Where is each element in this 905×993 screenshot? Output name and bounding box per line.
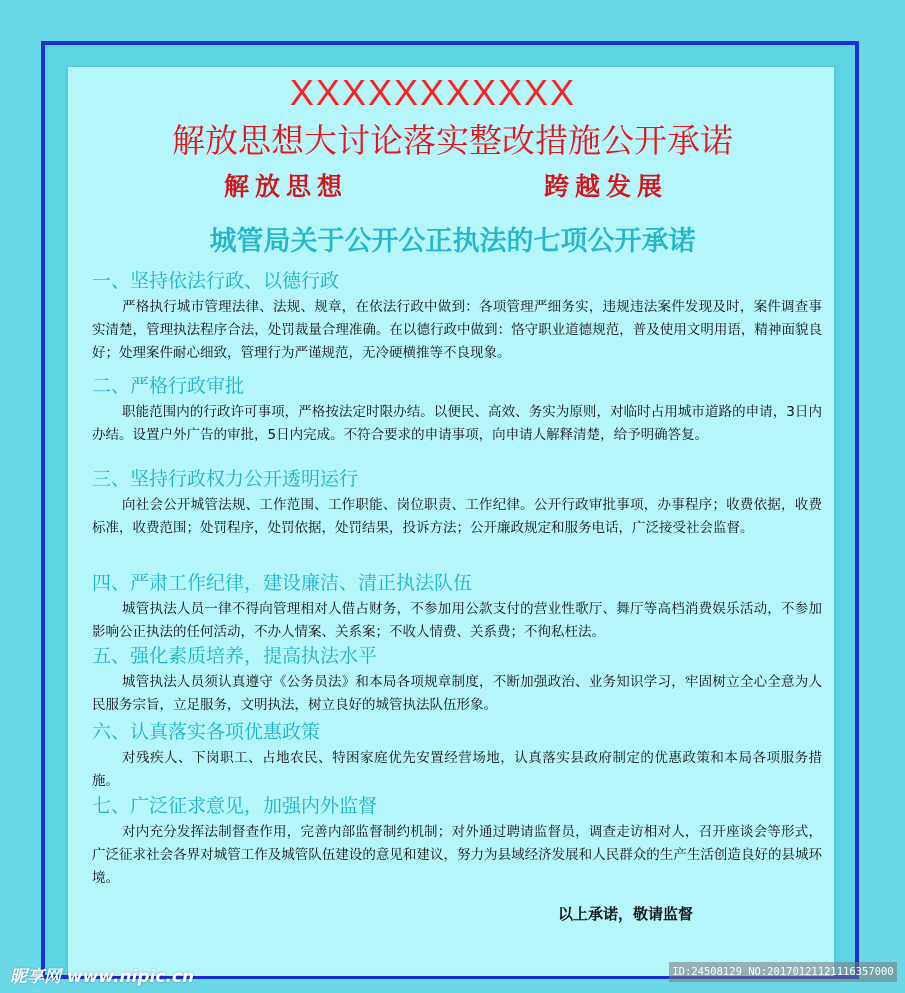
section-2 [92, 373, 822, 447]
section-body: 向社会公开城管法规、工作范围、工作职能、岗位职责、工作纪律。公开行政审批事项，办事程序；收费依据，收费标准，收费范围；处罚程序，处罚依据，处罚结果，投诉方法；公开廉政规定和服务电话，广泛接受社会监督。 [92, 497, 822, 536]
section-heading: 二、严格行政审批 [92, 375, 245, 397]
closing-statement: 以上承诺，敬请监督 [558, 905, 694, 923]
section-body: 严格执行城市管理法律、法规、规章，在依法行政中做到：各项管理严细务实，违规违法案件发现及时，案件调查事实清楚，管理执法程序合法，处罚裁量合理准确。在以德行政中做到：恪守职业道德规范，普及使用文明用语，精神面貌良好；处理案件耐心细致，管理行为严谨规范，无冷硬横推等不良现象。 [92, 299, 822, 361]
section-5 [92, 643, 822, 717]
organization-name: XXXXXXXXXXX [289, 72, 577, 113]
section-body: 职能范围内的行政许可事项，严格按法定时限办结。以便民、高效、务实为原则，对临时占用城市道路的申请，3日内办结。设置户外广告的审批，5日内完成。不符合要求的申请事项，向申请人解释清楚，给予明确答复。 [92, 404, 822, 443]
section-1 [92, 268, 822, 365]
section-heading: 三、坚持行政权力公开透明运行 [92, 468, 359, 490]
section-heading: 七、广泛征求意见，加强内外监督 [92, 795, 378, 817]
subtitle: 城管局关于公开公正执法的七项公开承诺 [209, 226, 696, 257]
section-heading: 四、严肃工作纪律，建设廉洁、清正执法队伍 [92, 572, 473, 594]
section-heading: 六、认真落实各项优惠政策 [92, 721, 321, 743]
section-body: 对残疾人、下岗职工、占地农民、特困家庭优先安置经营场地，认真落实县政府制定的优惠政策和本局各项服务措施。 [92, 750, 822, 789]
site-watermark: 昵享网 www.nipic.cn [10, 967, 195, 987]
slogan-right: 跨越发展 [544, 172, 669, 201]
page-title: 解放思想大讨论落实整改措施公开承诺 [172, 121, 733, 160]
section-body: 对内充分发挥法制督查作用，完善内部监督制约机制；对外通过聘请监督员，调查走访相对人，召开座谈会等形式，广泛征求社会各界对城管工作及城管队伍建设的意见和建议，努力为县域经济发展和人民群众的生产生活创造良好的县城环境。 [92, 824, 822, 886]
section-7 [92, 793, 822, 890]
section-body: 城管执法人员须认真遵守《公务员法》和本局各项规章制度，不断加强政治、业务知识学习，牢固树立全心全意为人民服务宗旨，立足服务，文明执法，树立良好的城管执法队伍形象。 [92, 674, 822, 713]
section-body: 城管执法人员一律不得向管理相对人借占财务，不参加用公款支付的营业性歌厅、舞厅等高档消费娱乐活动，不参加影响公正执法的任何活动，不办人情案、关系案；不收人情费、关系费；不徇私枉法。 [92, 601, 822, 640]
section-heading: 五、强化素质培养，提高执法水平 [92, 645, 378, 667]
section-4 [92, 570, 822, 644]
section-heading: 一、坚持依法行政、以德行政 [92, 270, 340, 292]
image-id-watermark: ID:24508129 NO:20170121121116357000 [669, 962, 897, 982]
slogan-left: 解放思想 [224, 172, 349, 201]
section-3 [92, 466, 822, 540]
section-6 [92, 719, 822, 793]
